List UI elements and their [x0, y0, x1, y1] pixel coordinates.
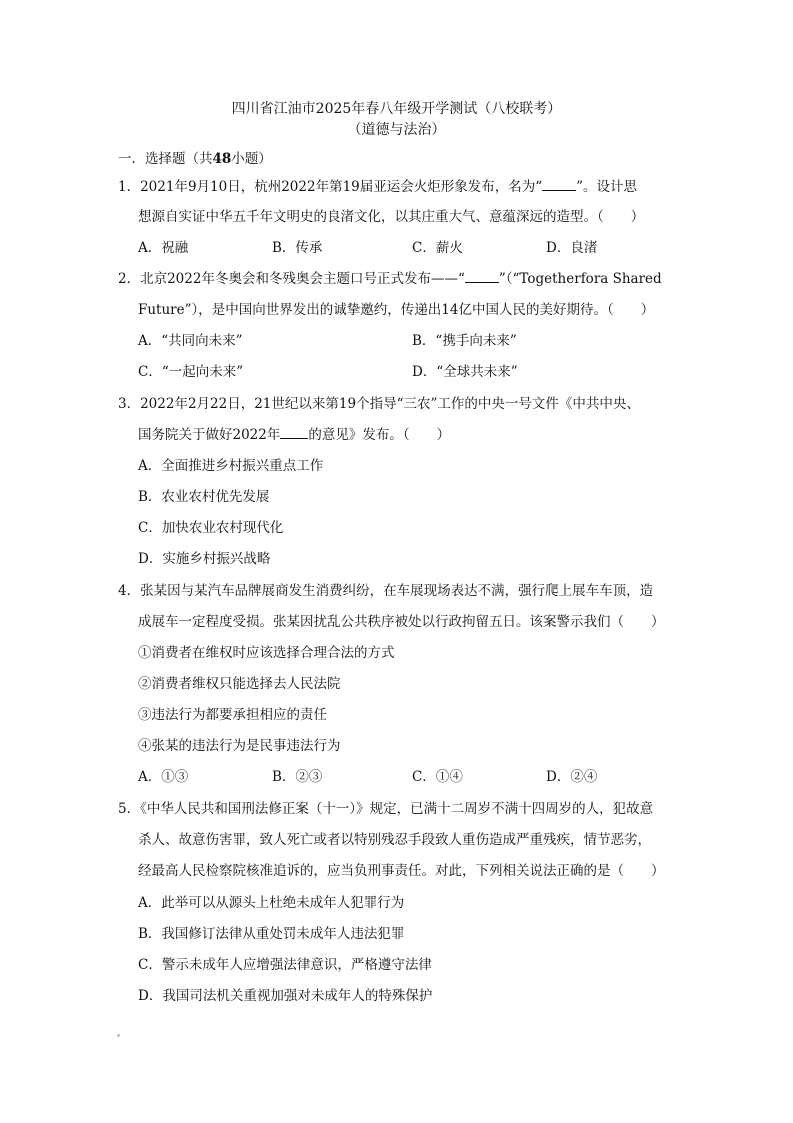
- question-3-option-b[interactable]: B．农业农村优先发展: [138, 489, 270, 505]
- answer-blank: [280, 426, 308, 439]
- question-4-option-c[interactable]: C．①④: [412, 769, 463, 785]
- question-3-line-2: [138, 426, 718, 444]
- question-2-option-b[interactable]: B．“携手向未来”: [412, 333, 517, 349]
- question-2-option-a[interactable]: A．“共同向未来”: [138, 333, 243, 349]
- question-1-line-1: [118, 178, 698, 196]
- exam-title: 四川省江油市2025年春八年级开学测试（八校联考）: [231, 101, 562, 117]
- question-count: 48: [212, 151, 232, 167]
- question-2-line-1: [118, 270, 698, 288]
- question-1-option-d[interactable]: D．良渚: [546, 240, 598, 256]
- question-1-text-a: 1．2021年9月10日，杭州2022年第19届亚运会火炬形象发布，名为“: [118, 179, 543, 195]
- question-1-line-2: 想源自实证中华五千年文明史的良渚文化，以其庄重大气、意蕴深远的造型。（ ）: [138, 209, 645, 225]
- question-4-statement-1: ①消费者在维权时应该选择合理合法的方式: [138, 645, 395, 661]
- section-heading: [118, 150, 698, 168]
- question-3-line-1: 3．2022年2月22日，21世纪以来第19个指导“三农”工作的中央一号文件《中共中央、: [118, 396, 640, 412]
- question-5-option-c[interactable]: C．警示未成年人应增强法律意识，严格遵守法律: [138, 957, 432, 973]
- question-5-line-1: 5．《中华人民共和国刑法修正案（十一）》规定，已满十二周岁不满十四周岁的人，犯故意: [118, 801, 654, 817]
- answer-blank: [542, 178, 576, 191]
- question-3-text-b: 国务院关于做好2022年: [138, 427, 281, 443]
- question-2-line-2: Future”），是中国向世界发出的诚挚邀约，传递出14亿中国人民的美好期待。（ ）: [138, 302, 655, 318]
- question-2-option-d[interactable]: D．“全球共未来”: [412, 364, 518, 380]
- question-2-text-b: ”（“Togetherfora Shared: [498, 271, 662, 287]
- question-5-option-d[interactable]: D．我国司法机关重视加强对未成年人的特殊保护: [138, 988, 433, 1004]
- question-3-option-a[interactable]: A．全面推进乡村振兴重点工作: [138, 458, 324, 474]
- question-1-text-b: ”。设计思: [576, 179, 638, 195]
- question-1-option-a[interactable]: A．祝融: [138, 240, 189, 256]
- question-3-option-d[interactable]: D．实施乡村振兴战略: [138, 551, 271, 567]
- question-4-statement-4: ④张某的违法行为是民事违法行为: [138, 738, 341, 754]
- question-4-line-2: 成展车一定程度受损。张某因扰乱公共秩序被处以行政拘留五日。该案警示我们（ ）: [138, 614, 665, 630]
- question-4-option-d[interactable]: D．②④: [546, 769, 598, 785]
- question-5-option-a[interactable]: A．此举可以从源头上杜绝未成年人犯罪行为: [138, 895, 405, 911]
- question-3-text-c: 的意见》发布。（ ）: [308, 427, 451, 443]
- section-label-suffix: 小题）: [231, 151, 272, 167]
- exam-subject: （道德与法治）: [347, 122, 446, 138]
- question-1-option-c[interactable]: C．薪火: [412, 240, 463, 256]
- section-label-prefix: 一．选择题（共: [118, 151, 213, 167]
- question-4-option-b[interactable]: B．②③: [272, 769, 323, 785]
- question-4-line-1: 4．张某因与某汽车品牌展商发生消费纠纷，在车展现场表达不满，强行爬上展车车顶，造: [118, 583, 654, 599]
- question-5-line-3: 经最高人民检察院核准追诉的，应当负刑事责任。对此，下列相关说法正确的是（ ）: [138, 863, 665, 879]
- question-2-option-c[interactable]: C．“一起向未来”: [138, 364, 244, 380]
- question-4-statement-3: ③违法行为都要承担相应的责任: [138, 707, 327, 723]
- question-3-option-c[interactable]: C．加快农业农村现代化: [138, 520, 284, 536]
- question-1-option-b[interactable]: B．传承: [272, 240, 323, 256]
- question-4-option-a[interactable]: A．①③: [138, 769, 189, 785]
- question-5-line-2: 杀人、故意伤害罪，致人死亡或者以特别残忍手段致人重伤造成严重残疾，情节恶劣，: [138, 832, 651, 848]
- question-5-option-b[interactable]: B．我国修订法律从重处罚未成年人违法犯罪: [138, 926, 405, 942]
- question-2-text-a: 2．北京2022年冬奥会和冬残奥会主题口号正式发布——“: [118, 271, 465, 287]
- question-4-statement-2: ②消费者维权只能选择去人民法院: [138, 676, 341, 692]
- page-mark: [117, 1034, 120, 1037]
- answer-blank: [465, 270, 499, 283]
